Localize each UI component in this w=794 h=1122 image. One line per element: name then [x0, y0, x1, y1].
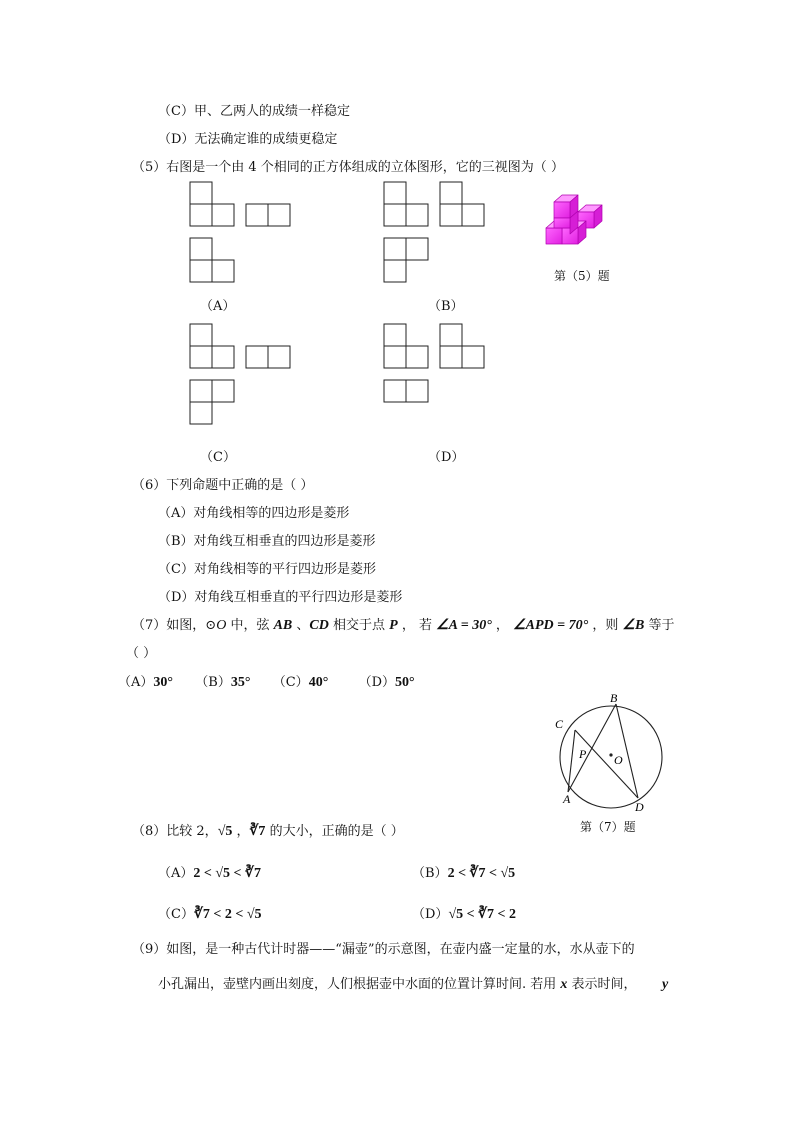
point-a: A — [563, 792, 571, 806]
q5-a-top-view — [190, 238, 234, 282]
q7-paren: （ ） — [126, 646, 157, 661]
q6-stem: （6）下列命题中正确的是（ ） — [132, 478, 314, 493]
q5-label-a: （A） — [200, 299, 236, 314]
point-b: B — [610, 691, 618, 705]
circle-symbol: ⊙ — [205, 618, 217, 633]
q7-stem: （7）如图，⊙O 中，弦 AB 、CD 相交于点 P ， 若 ∠A = 30° ， ∠APD = 70° ，则 ∠B 等于 — [132, 618, 675, 633]
q5-c-front-view — [190, 324, 234, 368]
q5-cube-figure — [540, 192, 610, 262]
point-c: C — [555, 717, 564, 731]
point-o: O — [614, 753, 623, 767]
q8-option-b: （B）2 < ∛7 < √5 — [412, 866, 516, 881]
q5-b-top-view — [384, 238, 428, 282]
q5-a-front-view — [190, 182, 234, 226]
q5-stem: （5）右图是一个由 4 个相同的正方体组成的立体图形，它的三视图为（ ） — [132, 160, 564, 175]
q5-label-d: （D） — [428, 450, 465, 465]
q5-d-front-view — [384, 324, 428, 368]
q7-circle-figure — [550, 690, 670, 820]
q6-option-a: （A）对角线相等的四边形是菱形 — [158, 506, 350, 521]
q5-c-top-view — [190, 380, 234, 424]
q5-b-front-view — [384, 182, 428, 226]
q8-option-c: （C）∛7 < 2 < √5 — [158, 907, 262, 922]
q8-stem: （8）比较 2，√5 ，∛7 的大小，正确的是（ ） — [132, 824, 404, 839]
q9-line1: （9）如图，是一种古代计时器——“漏壶”的示意图，在壶内盛一定量的水，水从壶下的 — [132, 942, 635, 957]
q5-label-b: （B） — [428, 299, 464, 314]
q5-a-side-view — [246, 204, 290, 226]
q4-option-c: （C）甲、乙两人的成绩一样稳定 — [158, 104, 350, 119]
q5-d-side-view — [440, 324, 484, 368]
q5-b-side-view — [440, 182, 484, 226]
q5-label-c: （C） — [200, 450, 236, 465]
q5-caption: 第（5）题 — [554, 269, 610, 283]
q6-option-d: （D）对角线互相垂直的平行四边形是菱形 — [158, 590, 403, 605]
point-p: P — [579, 747, 587, 761]
q6-option-c: （C）对角线相等的平行四边形是菱形 — [158, 562, 376, 577]
point-d: D — [635, 800, 644, 814]
q7-options: （A）30° （B）35° （C）40° （D）50° — [118, 675, 415, 690]
q9-line2: 小孔漏出，壶壁内画出刻度，人们根据壶中水面的位置计算时间. 若用 x 表示时间， — [158, 977, 637, 992]
q7-caption: 第（7）题 — [580, 820, 636, 834]
q5-d-top-view — [384, 380, 428, 402]
q9-y: y — [662, 977, 669, 992]
q4-option-d: （D）无法确定谁的成绩更稳定 — [158, 132, 338, 147]
q8-option-a: （A）2 < √5 < ∛7 — [158, 866, 261, 881]
q6-option-b: （B）对角线互相垂直的四边形是菱形 — [158, 534, 376, 549]
q8-option-d: （D）√5 < ∛7 < 2 — [412, 907, 516, 922]
q5-c-side-view — [246, 346, 290, 368]
